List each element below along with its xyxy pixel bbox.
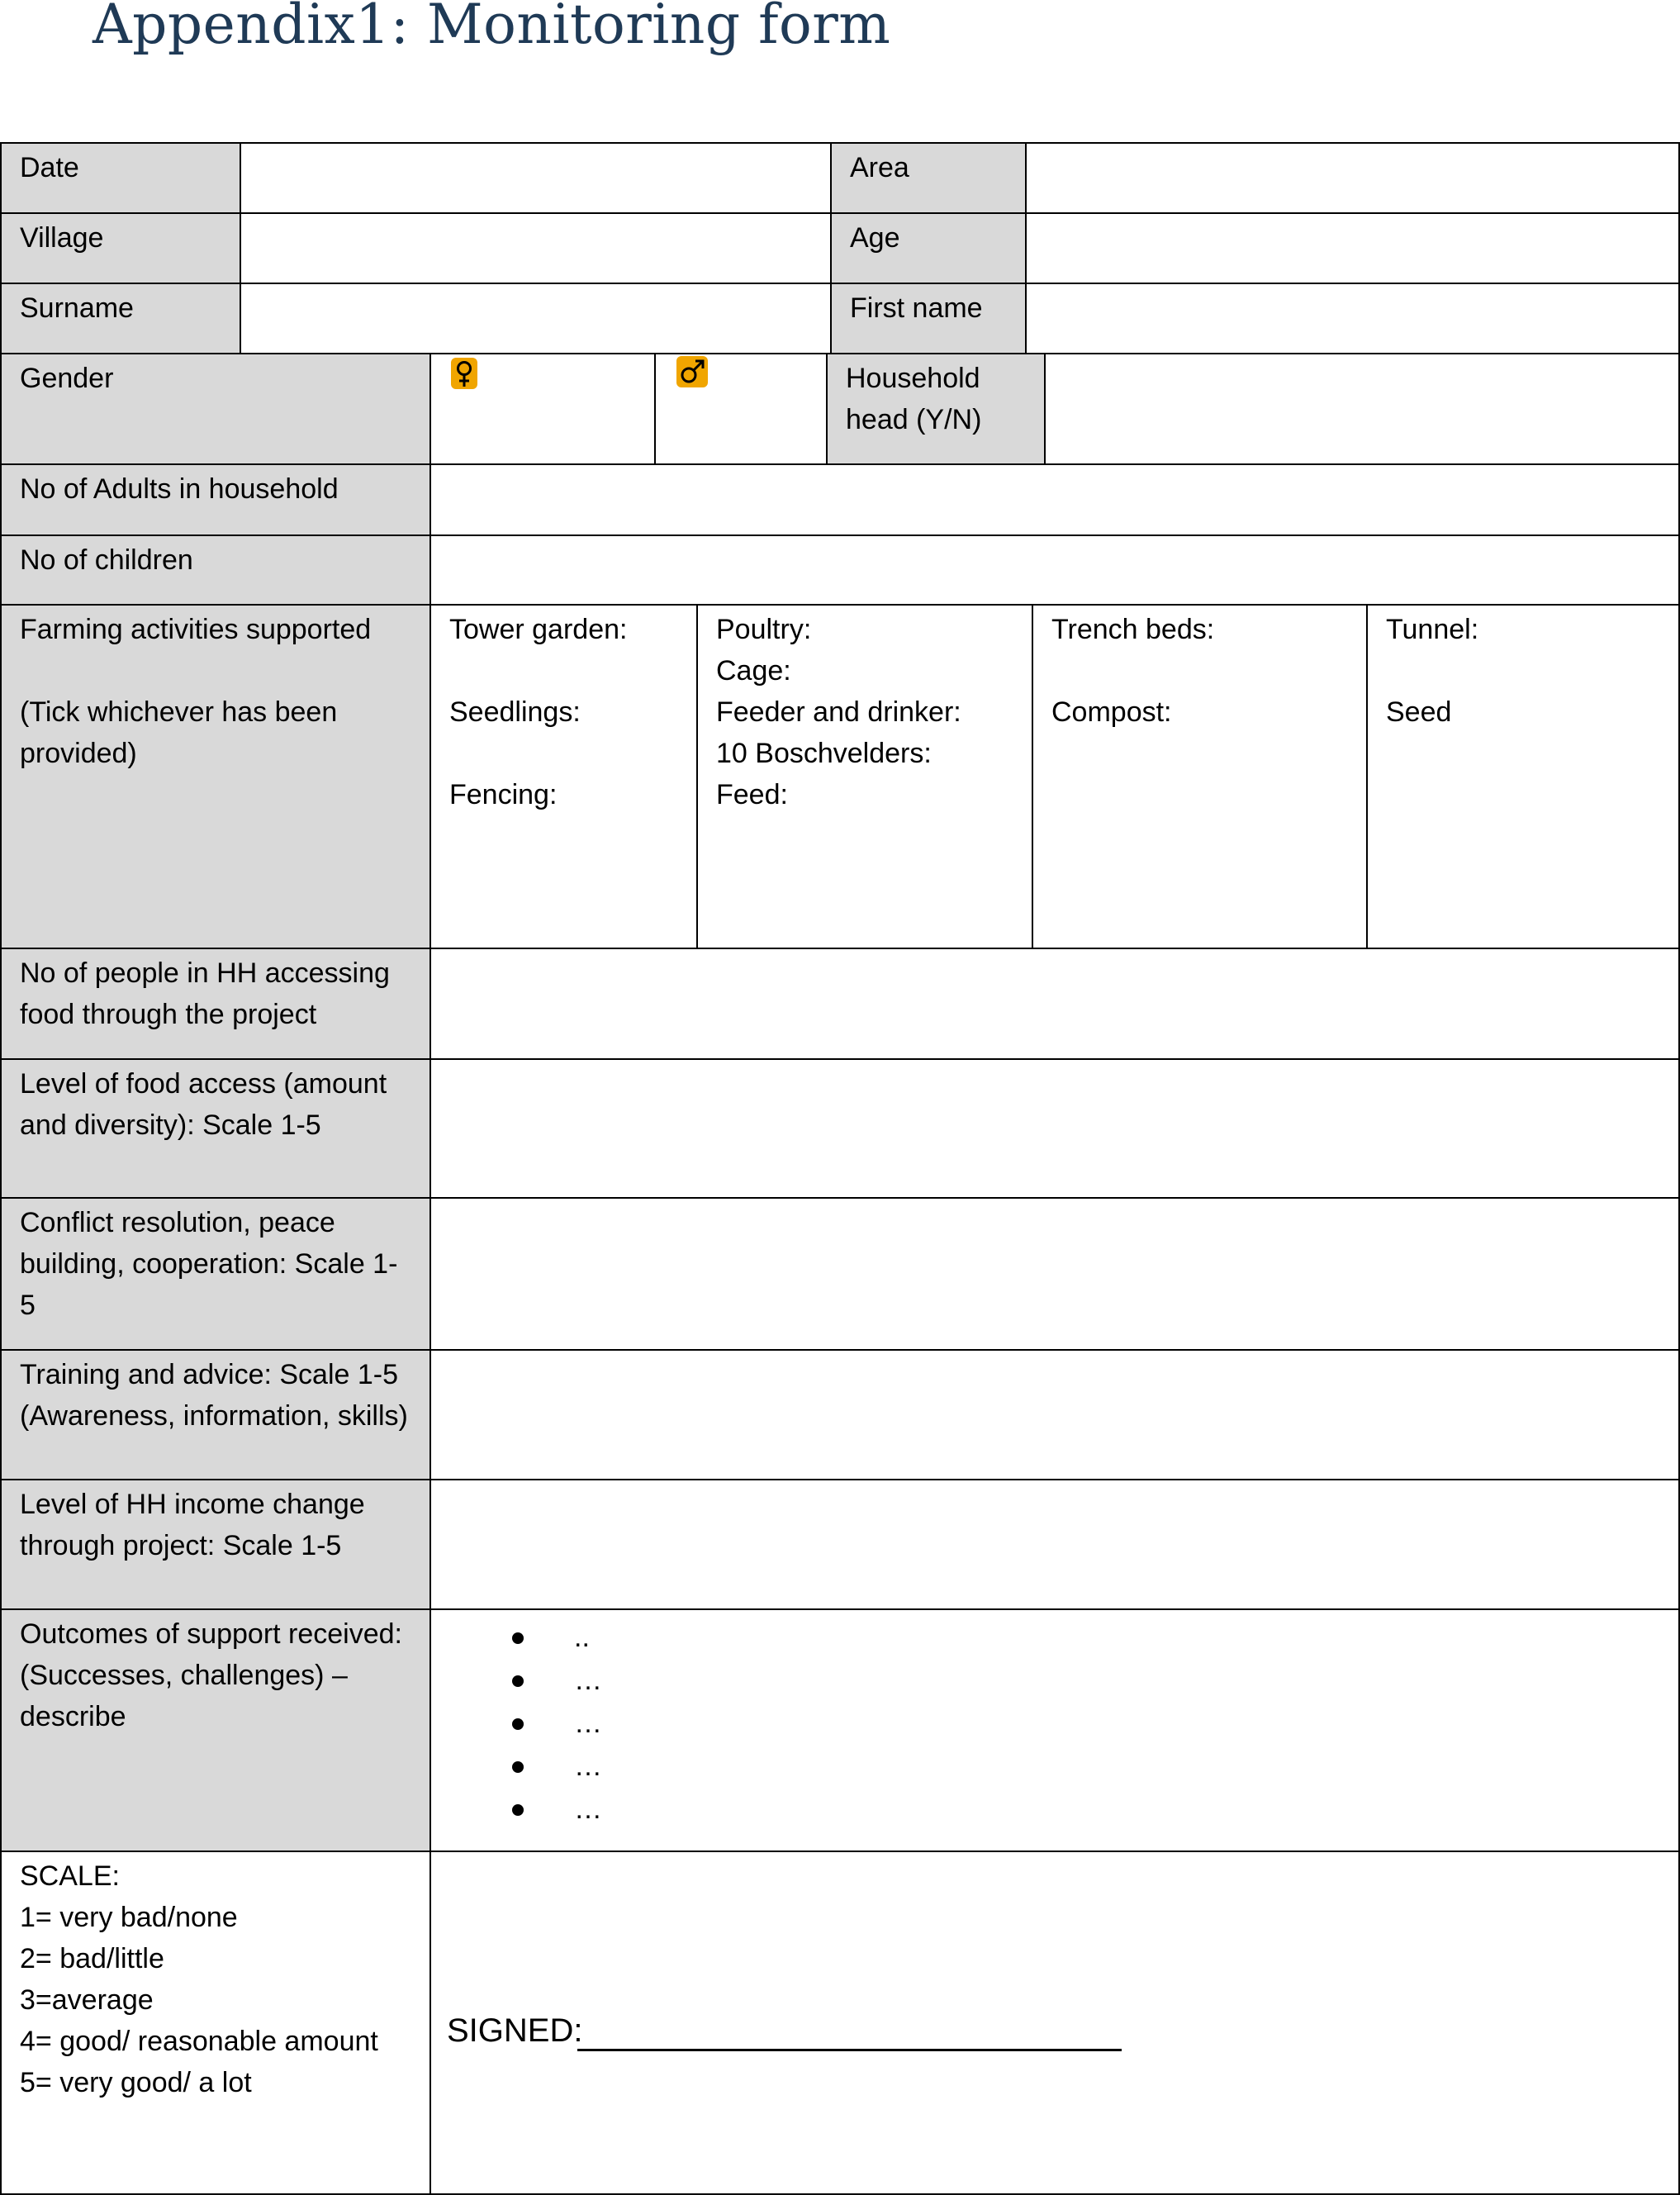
people-access-field[interactable] [429,948,1680,1060]
surname-field[interactable] [240,283,832,354]
food-access-label: Level of food access (amount and diversity): Scale 1-5 [0,1058,431,1199]
training-label: Training and advice: Scale 1-5 (Awareness, information, skills) [0,1349,431,1480]
household-head-label: Household head (Y/N) [826,353,1046,465]
first-name-field[interactable] [1025,283,1680,354]
age-field[interactable] [1025,212,1680,284]
farming-col-4[interactable] [1366,604,1680,949]
seedlings-label: Seedlings: [449,696,581,728]
female-symbol-icon [450,357,478,390]
feed-label: Feed: [716,779,788,810]
scale-item: 2= bad/little [20,1943,164,1974]
village-field[interactable] [240,212,832,284]
scale-item: 5= very good/ a lot [20,2067,252,2098]
people-access-label: No of people in HH accessing food through the project [0,948,431,1060]
area-field[interactable] [1025,142,1680,214]
bullet-icon [512,1632,524,1644]
tunnel-label: Tunnel: [1386,614,1479,645]
poultry-label: Poultry: [716,614,812,645]
first-name-label: First name [830,283,1027,354]
date-field[interactable] [240,142,832,214]
scale-item: 1= very bad/none [20,1902,238,1933]
children-field[interactable] [429,534,1680,606]
children-label: No of children [0,534,431,606]
village-label: Village [0,212,241,284]
surname-label: Surname [0,283,241,354]
boschvelders-label: 10 Boschvelders: [716,738,932,769]
trench-beds-label: Trench beds: [1051,614,1215,645]
farming-col-1[interactable] [429,604,698,949]
signed-label: SIGNED: [447,2012,583,2049]
farming-activities-label: Farming activities supported (Tick whichever has been provided) [0,604,431,949]
feeder-drinker-label: Feeder and drinker: [716,696,961,728]
fencing-label: Fencing: [449,779,558,810]
farming-col-2[interactable] [696,604,1033,949]
bullet-icon [512,1718,524,1730]
page-title: Appendix1: Monitoring form [93,0,891,56]
adults-field[interactable] [429,463,1680,536]
area-label: Area [830,142,1027,214]
bullet-icon [512,1761,524,1773]
age-label: Age [830,212,1027,284]
tower-garden-label: Tower garden: [449,614,628,645]
income-change-label: Level of HH income change through project: Scale 1-5 [0,1479,431,1610]
scale-item: 4= good/ reasonable amount [20,2026,378,2057]
outcomes-label: Outcomes of support received: (Successes, challenges) – describe [0,1608,431,1852]
outcomes-field[interactable] [429,1608,1680,1852]
cage-label: Cage: [716,655,791,687]
signature-line[interactable] [577,2049,1122,2051]
training-field[interactable] [429,1349,1680,1480]
income-change-field[interactable] [429,1479,1680,1610]
bullet-icon [512,1675,524,1687]
adults-label: No of Adults in household [0,463,431,536]
bullet-icon [512,1804,524,1816]
food-access-field[interactable] [429,1058,1680,1199]
compost-label: Compost: [1051,696,1172,728]
seed-label: Seed [1386,696,1452,728]
scale-heading: SCALE: [20,1860,120,1892]
household-head-field[interactable] [1044,353,1680,465]
scale-legend [0,1851,431,2195]
conflict-resolution-field[interactable] [429,1197,1680,1351]
male-symbol-icon [676,355,709,388]
conflict-resolution-label: Conflict resolution, peace building, cooperation: Scale 1- 5 [0,1197,431,1351]
gender-label: Gender [0,353,431,465]
farming-col-3[interactable] [1032,604,1368,949]
date-label: Date [0,142,241,214]
scale-item: 3=average [20,1984,154,2016]
signature-cell [429,1851,1680,2195]
